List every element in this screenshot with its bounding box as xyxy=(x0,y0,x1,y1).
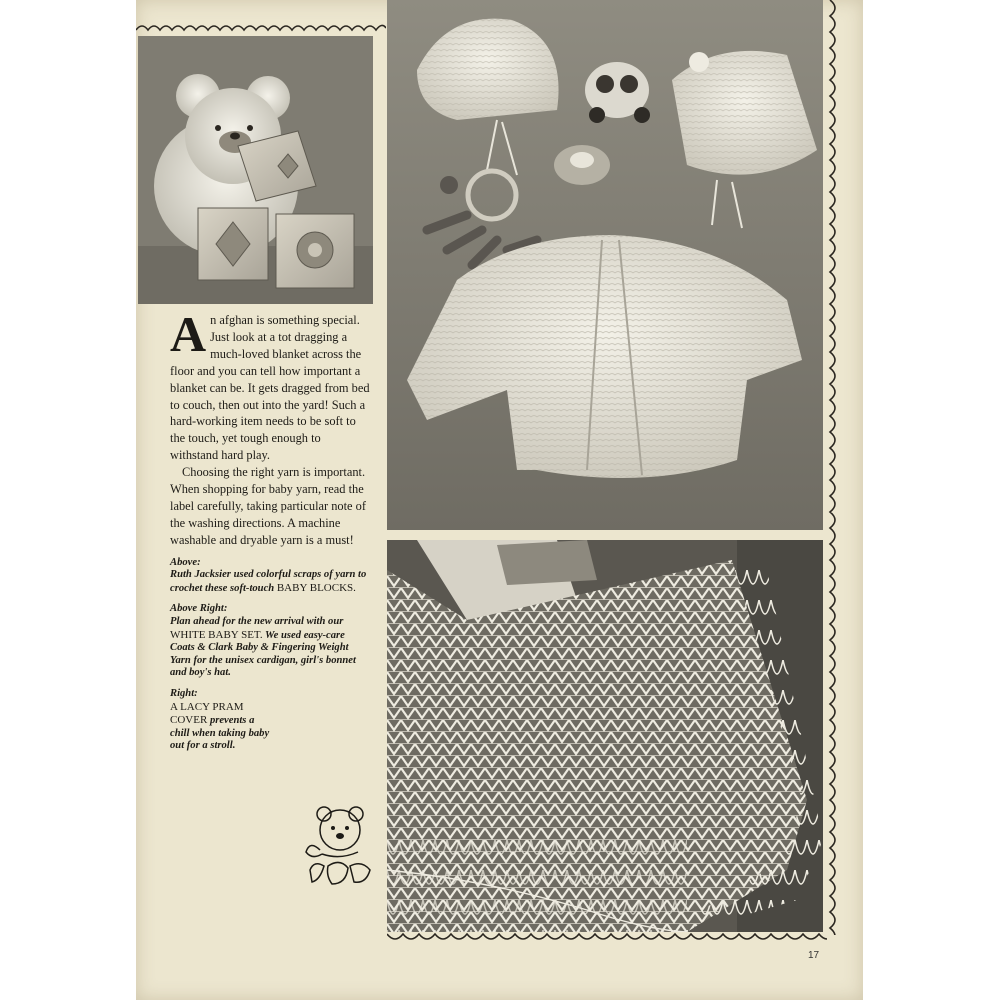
block-3 xyxy=(276,214,354,288)
photo-baby-blocks xyxy=(138,36,373,304)
page-number: 17 xyxy=(808,950,820,961)
caption-above: Above: Ruth Jacksier used colorful scraps of yarn to crochet these soft-touch BABY BLOCKS. xyxy=(170,556,367,594)
article-paragraph-1: An afghan is something special. Just look at a tot dragging a much-loved blanket across the floor and you can tell how important a blanket can be. It gets dragged from bed to couch, then out into the yard! Such a hard-working item needs to be soft to the touch, yet tough enough to withstand hard play. xyxy=(170,306,370,463)
article-text xyxy=(170,306,370,753)
caption-name-baby-blocks: BABY BLOCKS. xyxy=(276,581,356,594)
scalloped-border-top xyxy=(136,0,386,36)
photo-white-baby-set xyxy=(387,0,823,530)
teddy-bear-illustration xyxy=(300,800,380,900)
scalloped-border-right xyxy=(822,0,852,935)
magazine-page xyxy=(136,0,863,1000)
caption-name-lacy-pram-cover: A LACY PRAM COVER xyxy=(170,700,244,727)
caption-name-white-baby-set: WHITE BABY SET. xyxy=(170,628,263,641)
article-paragraph-2: Choosing the right yarn is important. When shopping for baby yarn, read the label carefully, taking particular note of the washing directions. A machine washable and dryable yarn is a must! xyxy=(170,465,366,547)
caption-right: Right: A LACY PRAM COVER prevents a chill when taking baby out for a stroll. xyxy=(170,688,270,752)
block-2 xyxy=(198,208,268,280)
caption-above-right: Above Right: Plan ahead for the new arrival with our WHITE BABY SET. We used easy-care Coats & Clark Baby & Fingering Weight Yarn for the unisex cardigan, girl's bonnet and boy's hat. xyxy=(170,603,356,679)
photo-lacy-pram-cover xyxy=(387,540,823,932)
drop-cap: A xyxy=(170,306,207,362)
